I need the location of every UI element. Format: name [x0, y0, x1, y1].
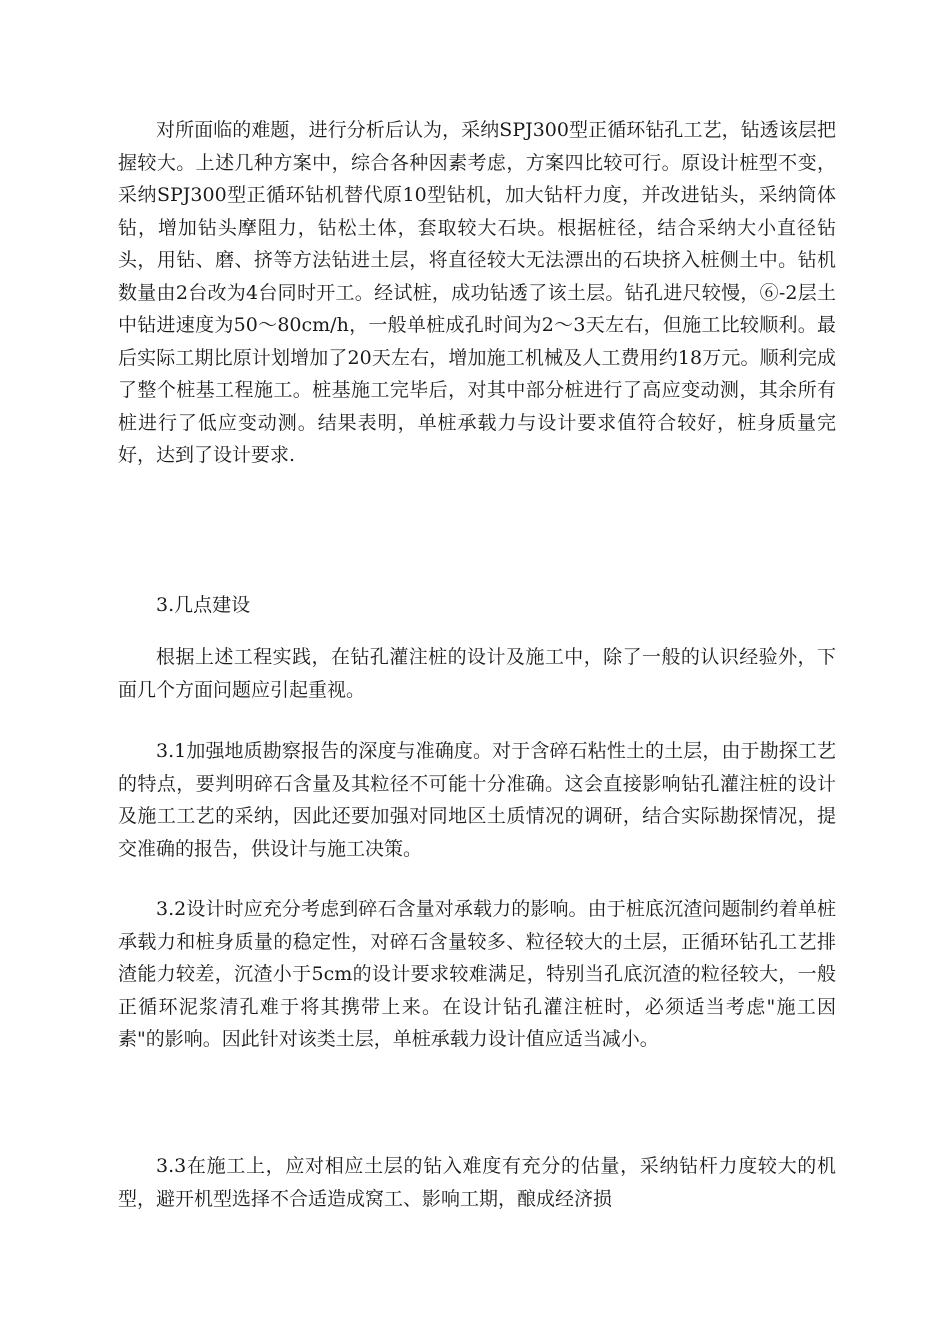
- section-heading-suggestions: 3.几点建设: [156, 594, 251, 616]
- paragraph-item-3-1: 3.1加强地质勘察报告的深度与准确度。对于含碎石粘性土的土层，由于勘探工艺的特点，要判明碎石含量及其粒径不可能十分准确。这会直接影响钻孔灌注桩的设计及施工工艺的采纳，因此还要加强对同地区土质情况的调研，结合实际勘探情况，提交准确的报告，供设计与施工决策。: [118, 740, 836, 860]
- paragraph-pile-drilling-analysis: 对所面临的难题，进行分析后认为，采纳SPJ300型正循环钻孔工艺，钻透该层把握较大。上述几种方案中，综合各种因素考虑，方案四比较可行。原设计桩型不变，采纳SPJ300型正循环钻机替代原10型钻机，加大钻杆力度，并改进钻头，采纳筒体钻，增加钻头摩阻力，钻松土体，套取较大石块。根据桩径，结合采纳大小直径钻头，用钻、磨、挤等方法钻进土层，将直径较大无法漂出的石块挤入桩侧土中。钻机数量由2台改为4台同时开工。经试桩，成功钻透了该土层。钻孔进尺较慢，⑥-2层土中钻进速度为50～80cm/h，一般单桩成孔时间为2～3天左右，但施工比较顺利。最后实际工期比原计划增加了20天左右，增加施工机械及人工费用约18万元。顺利完成了整个桩基工程施工。桩基施工完毕后，对其中部分桩进行了高应变动测，其余所有桩进行了低应变动测。结果表明，单桩承载力与设计要求值符合较好，桩身质量完好，达到了设计要求.: [118, 119, 836, 466]
- paragraph-suggestions-intro: 根据上述工程实践，在钻孔灌注桩的设计及施工中，除了一般的认识经验外，下面几个方面问题应引起重视。: [118, 646, 836, 701]
- paragraph-item-3-3: 3.3在施工上，应对相应土层的钻入难度有充分的估量，采纳钻杆力度较大的机型，避开机型选择不合适造成窝工、影响工期，酿成经济损: [118, 1155, 836, 1210]
- paragraph-item-3-2: 3.2设计时应充分考虑到碎石含量对承载力的影响。由于桩底沉渣问题制约着单桩承载力和桩身质量的稳定性，对碎石含量较多、粒径较大的土层，正循环钻孔工艺排渣能力较差，沉渣小于5cm的设计要求较难满足，特别当孔底沉渣的粒径较大，一般正循环泥浆清孔难于将其携带上来。在设计钻孔灌注桩时，必须适当考虑"施工因素"的影响。因此针对该类土层，单桩承载力设计值应适当减小。: [118, 898, 836, 1050]
